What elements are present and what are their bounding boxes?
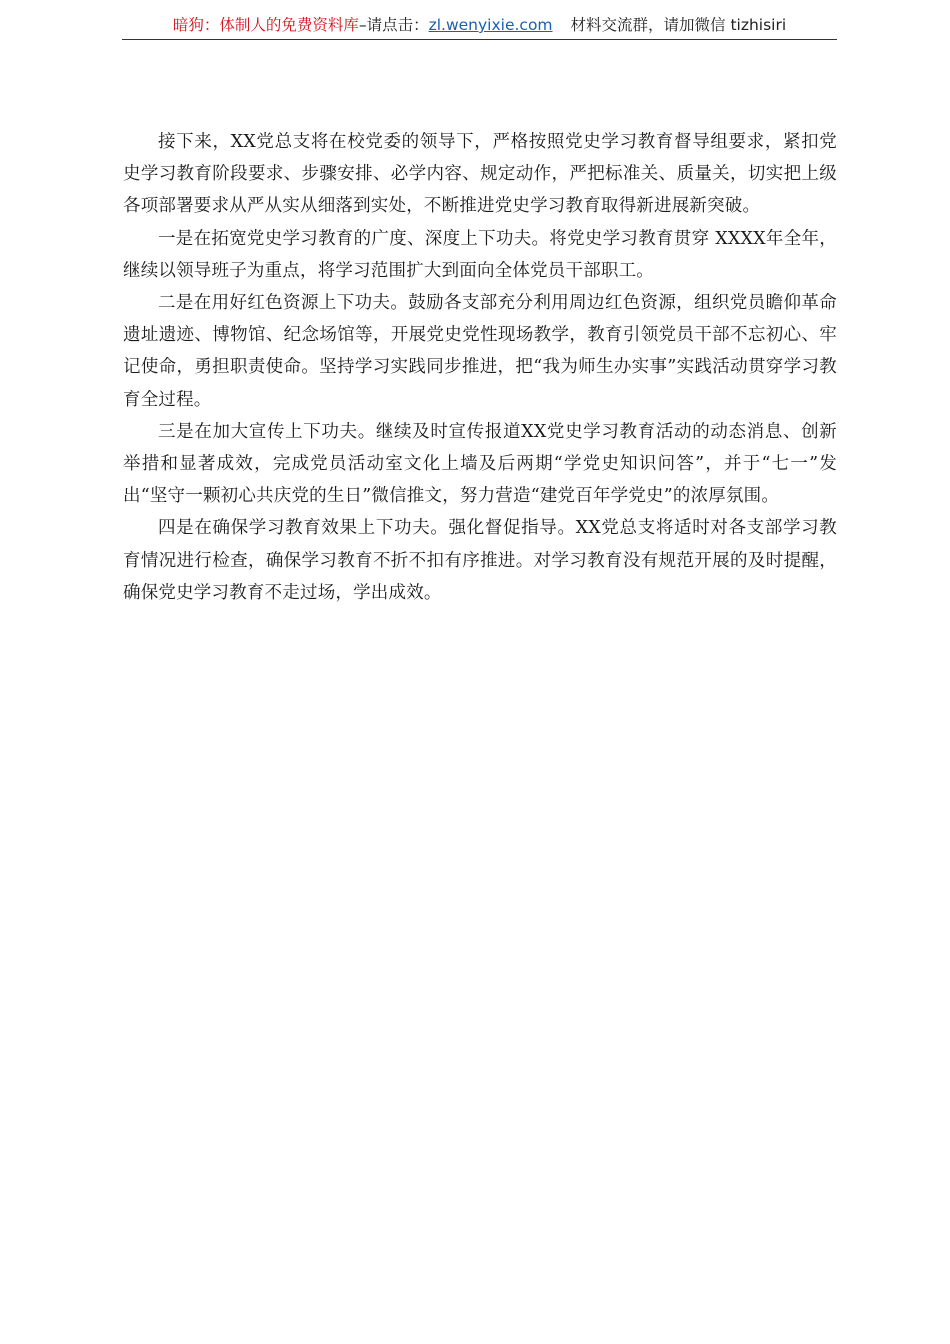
paragraph-intro: 接下来，XX党总支将在校党委的领导下，严格按照党史学习教育督导组要求，紧扣党史学习教育阶段要求、步骤安排、必学内容、规定动作，严把标准关、质量关，切实把上级各项部署要求从严从实从细落到实处，不断推进党史学习教育取得新进展新突破。 [123, 132, 837, 217]
page-header [122, 12, 837, 40]
site-link[interactable]: zl.wenyixie.com [428, 16, 553, 34]
click-prompt: –请点击： [358, 16, 429, 34]
paragraph-point-three: 三是在加大宣传上下功夫。继续及时宣传报道XX党史学习教育活动的动态消息、创新举措和显著成效，完成党员活动室文化上墙及后两期“学党史知识问答”，并于“七一”发出“坚守一颗初心共庆党的生日”微信推文，努力营造“建党百年学党史”的浓厚氛围。 [123, 421, 837, 507]
site-name: 暗狗：体制人的免费资料库 [172, 16, 359, 34]
paragraph-point-one: 一是在拓宽党史学习教育的广度、深度上下功夫。将党史学习教育贯穿 XXXX年全年，继续以领导班子为重点，将学习范围扩大到面向全体党员干部职工。 [123, 228, 837, 281]
paragraph-point-two: 二是在用好红色资源上下功夫。鼓励各支部充分利用周边红色资源，组织党员瞻仰革命遗址遗迹、博物馆、纪念场馆等，开展党史党性现场教学，教育引领党员干部不忘初心、牢记使命，勇担职责使命。坚持学习实践同步推进，把“我为师生办实事”实践活动贯穿学习教育全过程。 [123, 293, 837, 410]
contact-text: 材料交流群，请加微信 tizhisiri [570, 16, 787, 34]
paragraph-point-four: 四是在确保学习教育效果上下功夫。强化督促指导。XX党总支将适时对各支部学习教育情况进行检查，确保学习教育不折不扣有序推进。对学习教育没有规范开展的及时提醒，确保党史学习教育不走过场，学出成效。 [123, 518, 837, 603]
document-body [123, 126, 837, 609]
